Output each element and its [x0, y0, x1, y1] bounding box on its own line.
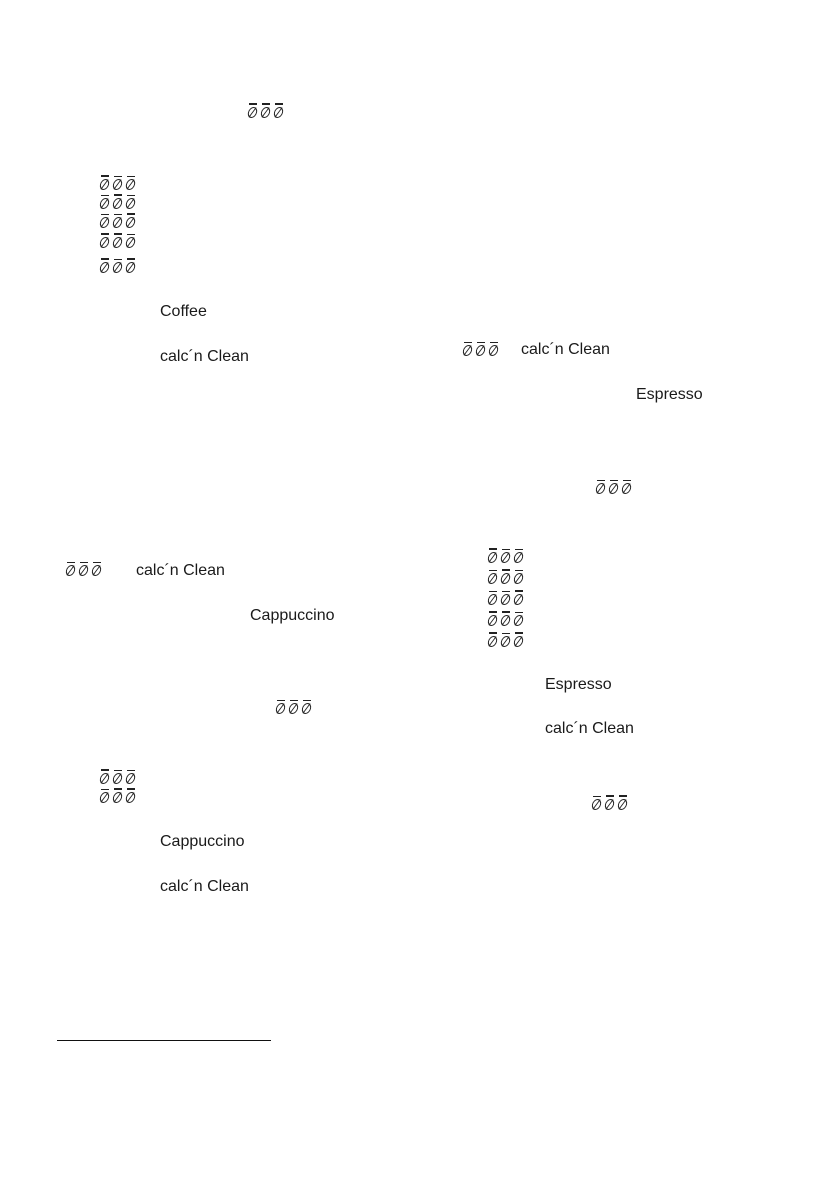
coffee-bean-icon [501, 570, 510, 583]
coffee-bean-icon [261, 104, 270, 117]
coffee-bean-icon [100, 234, 109, 247]
coffee-bean-icon [488, 612, 497, 625]
coffee-bean-icon [126, 176, 135, 189]
coffee-bean-icon [100, 214, 109, 227]
label-espresso: Espresso [545, 676, 612, 693]
label-espresso: Espresso [636, 386, 703, 403]
coffee-bean-icon [592, 796, 601, 809]
coffee-bean-icon [113, 195, 122, 208]
coffee-bean-icon [488, 549, 497, 562]
coffee-bean-icon [126, 234, 135, 247]
coffee-bean-icon [488, 633, 497, 646]
coffee-bean-icon [596, 480, 605, 493]
coffee-bean-icon [248, 104, 257, 117]
coffee-bean-icon [79, 562, 88, 575]
label-cappuccino: Cappuccino [160, 833, 245, 850]
coffee-bean-icon [289, 700, 298, 713]
coffee-bean-icon [113, 234, 122, 247]
coffee-bean-icon [126, 214, 135, 227]
label-calc-clean: calc´n Clean [545, 720, 634, 737]
coffee-bean-icon [113, 259, 122, 272]
coffee-bean-icon [463, 342, 472, 355]
coffee-bean-icon [92, 562, 101, 575]
coffee-bean-icon [274, 104, 283, 117]
coffee-bean-icon [605, 796, 614, 809]
coffee-bean-icon [609, 480, 618, 493]
coffee-bean-icon [126, 789, 135, 802]
coffee-bean-icon [501, 591, 510, 604]
coffee-bean-icon [501, 612, 510, 625]
label-coffee: Coffee [160, 303, 207, 320]
coffee-bean-icon [302, 700, 311, 713]
coffee-bean-icon [113, 214, 122, 227]
coffee-bean-icon [501, 633, 510, 646]
coffee-bean-icon [514, 612, 523, 625]
coffee-bean-icon [514, 591, 523, 604]
footnote-divider [57, 1040, 271, 1041]
coffee-bean-icon [488, 570, 497, 583]
label-calc-clean: calc´n Clean [136, 562, 225, 579]
coffee-bean-icon [476, 342, 485, 355]
coffee-bean-icon [100, 195, 109, 208]
label-cappuccino: Cappuccino [250, 607, 335, 624]
label-calc-clean: calc´n Clean [160, 878, 249, 895]
coffee-bean-icon [113, 770, 122, 783]
coffee-bean-icon [501, 549, 510, 562]
coffee-bean-icon [618, 796, 627, 809]
coffee-bean-icon [622, 480, 631, 493]
coffee-bean-icon [489, 342, 498, 355]
coffee-bean-icon [276, 700, 285, 713]
coffee-bean-icon [126, 259, 135, 272]
coffee-bean-icon [66, 562, 75, 575]
coffee-bean-icon [126, 770, 135, 783]
coffee-bean-icon [126, 195, 135, 208]
coffee-bean-icon [514, 570, 523, 583]
label-calc-clean: calc´n Clean [521, 341, 610, 358]
coffee-bean-icon [113, 789, 122, 802]
coffee-bean-icon [100, 259, 109, 272]
coffee-bean-icon [488, 591, 497, 604]
coffee-bean-icon [514, 549, 523, 562]
label-calc-clean: calc´n Clean [160, 348, 249, 365]
coffee-bean-icon [113, 176, 122, 189]
coffee-bean-icon [100, 176, 109, 189]
coffee-bean-icon [100, 789, 109, 802]
coffee-bean-icon [100, 770, 109, 783]
coffee-bean-icon [514, 633, 523, 646]
